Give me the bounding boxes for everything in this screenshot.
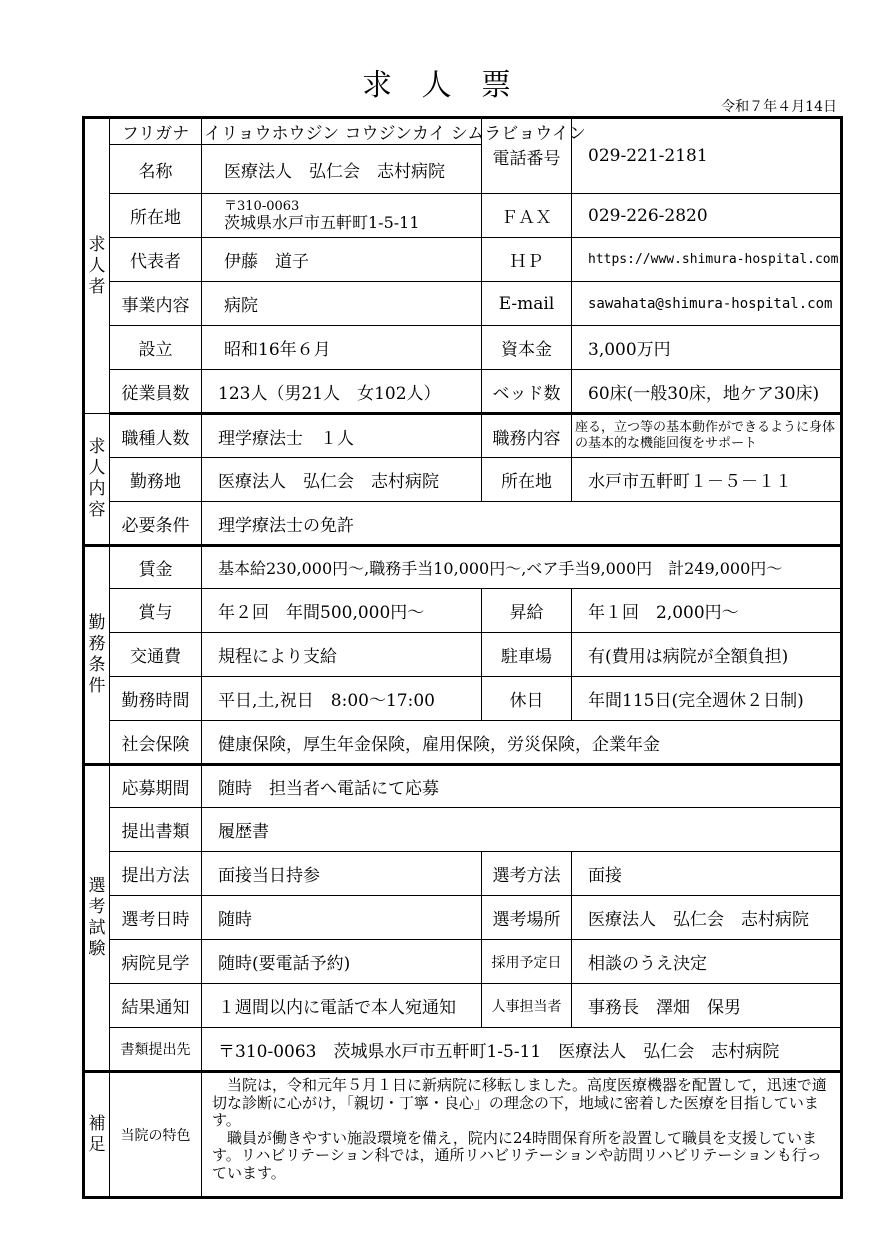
rep-label: 代表者 bbox=[110, 238, 202, 282]
address-value: 茨城県水戸市五軒町1-5-11 bbox=[224, 213, 420, 232]
selection-date-label: 選考日時 bbox=[110, 896, 202, 940]
transport-label: 交通費 bbox=[110, 633, 202, 677]
name-value: 医療法人 弘仁会 志村病院 bbox=[202, 145, 482, 194]
hr-value: 事務長 澤畑 保男 bbox=[572, 984, 842, 1028]
supplement-section-label: 補足 bbox=[84, 1072, 110, 1198]
holidays-value: 年間115日(完全週休２日制) bbox=[572, 677, 842, 721]
visit-value: 随時(要電話予約) bbox=[202, 940, 482, 984]
start-date-label: 採用予定日 bbox=[482, 940, 572, 984]
feature-text bbox=[202, 1072, 842, 1198]
selection-date-value: 随時 bbox=[202, 896, 482, 940]
submit-to-value: 〒310-0063 茨城県水戸市五軒町1-5-11 医療法人 弘仁会 志村病院 bbox=[202, 1028, 842, 1072]
selection-place-label: 選考場所 bbox=[482, 896, 572, 940]
submit-method-value: 面接当日持参 bbox=[202, 852, 482, 896]
beds-label: ベッド数 bbox=[482, 370, 572, 414]
wage-label: 賃金 bbox=[110, 546, 202, 589]
wage-value: 基本給230,000円～,職務手当10,000円～,ベア手当9,000円 計249,000円～ bbox=[202, 546, 842, 589]
submit-to-label: 書類提出先 bbox=[110, 1028, 202, 1072]
job-type-label: 職種人数 bbox=[110, 414, 202, 458]
feature-paragraph-1: 当院は，令和元年５月１日に新病院に移転しました。高度医療機器を配置して，迅速で適切な診断に心がけ，「親切・丁寧・良心」の理念の下，地域に密着した医療を目指しています。 bbox=[212, 1076, 827, 1129]
bonus-value: 年２回 年間500,000円～ bbox=[202, 589, 482, 633]
fax-value: 029-226-2820 bbox=[572, 194, 842, 238]
rep-value: 伊藤 道子 bbox=[202, 238, 482, 282]
phone-value: 029-221-2181 bbox=[572, 118, 842, 194]
beds-value: 60床(一般30床，地ケア30床) bbox=[572, 370, 842, 414]
email-label: E-mail bbox=[482, 282, 572, 326]
selection-section-label: 選考試験 bbox=[84, 765, 110, 1072]
selection-method-value: 面接 bbox=[572, 852, 842, 896]
docs-label: 提出書類 bbox=[110, 808, 202, 852]
furigana-label: フリガナ bbox=[110, 118, 202, 145]
business-label: 事業内容 bbox=[110, 282, 202, 326]
hp-label: ＨＰ bbox=[482, 238, 572, 282]
hours-label: 勤務時間 bbox=[110, 677, 202, 721]
insurance-label: 社会保険 bbox=[110, 721, 202, 765]
hp-link[interactable]: https://www.shimura-hospital.com bbox=[572, 238, 842, 282]
feature-paragraph-2: 職員が働きやすい施設環境を備え，院内に24時間保育所を設置して職員を支援しています。リハビリテーション科では，通所リハビリテーションや訪問リハビリテーションも行っています。 bbox=[212, 1128, 822, 1182]
capital-value: 3,000万円 bbox=[572, 326, 842, 370]
insurance-value: 健康保険，厚生年金保険，雇用保険，労災保険，企業年金 bbox=[202, 721, 842, 765]
workplace-label: 勤務地 bbox=[110, 458, 202, 502]
issue-date: 令和７年４月14日 bbox=[721, 99, 837, 115]
job-section-label: 求人内容 bbox=[84, 414, 110, 546]
job-posting-form bbox=[82, 116, 843, 1199]
page-title: 求 人 票 bbox=[361, 68, 522, 103]
name-label: 名称 bbox=[110, 145, 202, 194]
docs-value: 履歴書 bbox=[202, 808, 842, 852]
period-label: 応募期間 bbox=[110, 765, 202, 808]
fax-label: ＦＡＸ bbox=[482, 194, 572, 238]
email-link[interactable]: sawahata@shimura-hospital.com bbox=[572, 282, 842, 326]
selection-place-value: 医療法人 弘仁会 志村病院 bbox=[572, 896, 842, 940]
start-date-value: 相談のうえ決定 bbox=[572, 940, 842, 984]
requirements-value: 理学療法士の免許 bbox=[202, 502, 842, 546]
requirements-label: 必要条件 bbox=[110, 502, 202, 546]
business-value: 病院 bbox=[202, 282, 482, 326]
transport-value: 規程により支給 bbox=[202, 633, 482, 677]
phone-label: 電話番号 bbox=[482, 118, 572, 194]
employer-section-label: 求人者 bbox=[84, 118, 110, 414]
conditions-section-label: 勤務条件 bbox=[84, 546, 110, 765]
selection-method-label: 選考方法 bbox=[482, 852, 572, 896]
address-zip: 〒310-0063 bbox=[224, 199, 300, 214]
job-location-value: 水戸市五軒町１－５－１１ bbox=[572, 458, 842, 502]
visit-label: 病院見学 bbox=[110, 940, 202, 984]
parking-value: 有(費用は病院が全額負担) bbox=[572, 633, 842, 677]
founded-value: 昭和16年６月 bbox=[202, 326, 482, 370]
employees-value: 123人（男21人 女102人） bbox=[202, 370, 482, 414]
address-label: 所在地 bbox=[110, 194, 202, 238]
duties-label: 職務内容 bbox=[482, 414, 572, 458]
result-label: 結果通知 bbox=[110, 984, 202, 1028]
founded-label: 設立 bbox=[110, 326, 202, 370]
hours-value: 平日,土,祝日 8:00～17:00 bbox=[202, 677, 482, 721]
raise-label: 昇給 bbox=[482, 589, 572, 633]
bonus-label: 賞与 bbox=[110, 589, 202, 633]
job-location-label: 所在地 bbox=[482, 458, 572, 502]
submit-method-label: 提出方法 bbox=[110, 852, 202, 896]
workplace-value: 医療法人 弘仁会 志村病院 bbox=[202, 458, 482, 502]
result-value: １週間以内に電話で本人宛通知 bbox=[202, 984, 482, 1028]
job-type-value: 理学療法士 １人 bbox=[202, 414, 482, 458]
raise-value: 年１回 2,000円～ bbox=[572, 589, 842, 633]
parking-label: 駐車場 bbox=[482, 633, 572, 677]
capital-label: 資本金 bbox=[482, 326, 572, 370]
duties-value: 座る，立つ等の基本動作ができるように身体の基本的な機能回復をサポート bbox=[572, 414, 842, 458]
furigana-value: イリョウホウジン コウジンカイ シムラビョウイン bbox=[202, 118, 482, 145]
period-value: 随時 担当者へ電話にて応募 bbox=[202, 765, 842, 808]
feature-label: 当院の特色 bbox=[110, 1072, 202, 1198]
employees-label: 従業員数 bbox=[110, 370, 202, 414]
address-cell bbox=[202, 194, 482, 238]
hr-label: 人事担当者 bbox=[482, 984, 572, 1028]
holidays-label: 休日 bbox=[482, 677, 572, 721]
